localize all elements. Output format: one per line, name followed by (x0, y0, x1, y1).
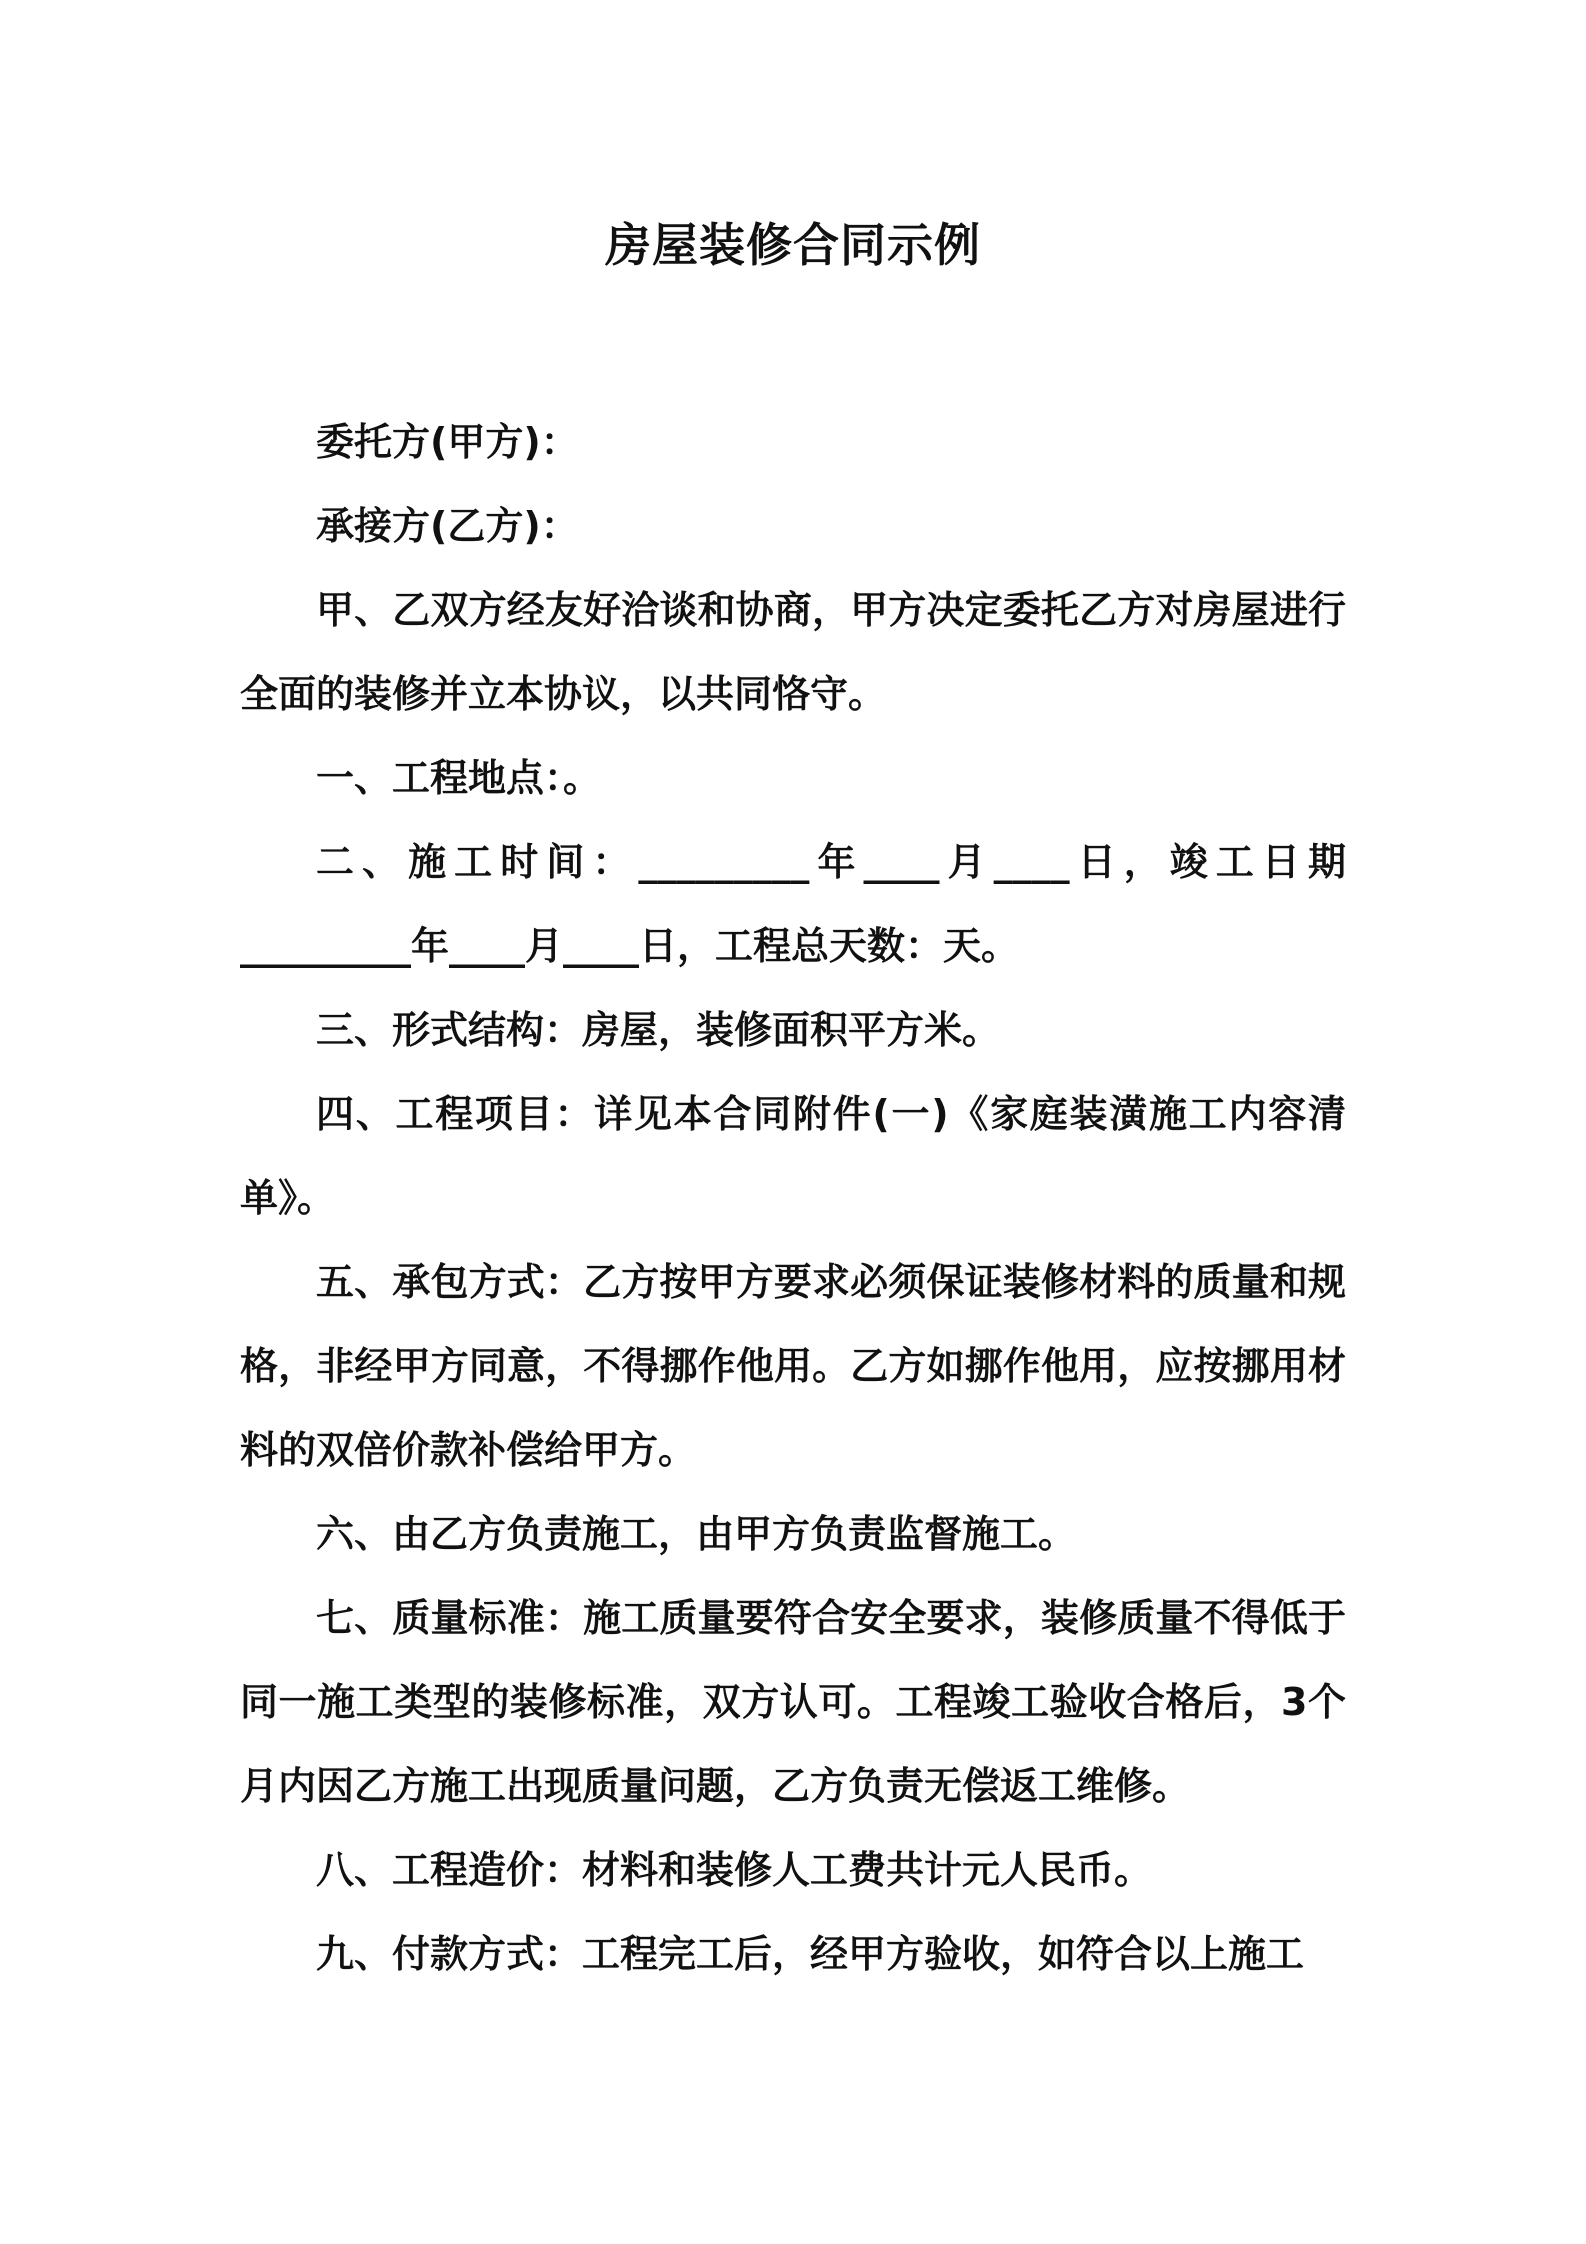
paragraph-party-a: 委托方(甲方)： (316, 420, 579, 464)
paragraph-clause-8-cost: 八、工程造价：材料和装修人工费共计元人民币。 (316, 1848, 1153, 1892)
paragraph-clause-6-supervision: 六、由乙方负责施工，由甲方负责监督施工。 (316, 1512, 1077, 1556)
paragraph-clause-4-items: 四、工程项目：详见本合同附件(一)《家庭装潢施工内容清单》。 (240, 1092, 1346, 1220)
document-title: 房屋装修合同示例 (605, 218, 981, 272)
paragraph-clause-2-schedule: 二、施工时间：_________年____月____日，竣工日期_________年____月____日，工程总天数：天。 (240, 840, 1346, 968)
paragraph-clause-5-contracting: 五、承包方式：乙方按甲方要求必须保证装修材料的质量和规格，非经甲方同意，不得挪作他用。乙方如挪作他用，应按挪用材料的双倍价款补偿给甲方。 (240, 1260, 1346, 1472)
paragraph-clause-7-quality: 七、质量标准：施工质量要符合安全要求，装修质量不得低于同一施工类型的装修标准，双方认可。工程竣工验收合格后，3个月内因乙方施工出现质量问题，乙方负责无偿返工维修。 (240, 1596, 1346, 1808)
paragraph-clause-1-location: 一、工程地点：。 (316, 756, 602, 800)
paragraph-preamble: 甲、乙双方经友好洽谈和协商，甲方决定委托乙方对房屋进行全面的装修并立本协议，以共同恪守。 (240, 588, 1346, 716)
paragraph-party-b: 承接方(乙方)： (316, 504, 579, 548)
document-body (240, 400, 1346, 1996)
paragraph-clause-3-structure: 三、形式结构：房屋，装修面积平方米。 (316, 1008, 1001, 1052)
paragraph-clause-9-payment: 九、付款方式：工程完工后，经甲方验收，如符合以上施工 (316, 1932, 1305, 1976)
